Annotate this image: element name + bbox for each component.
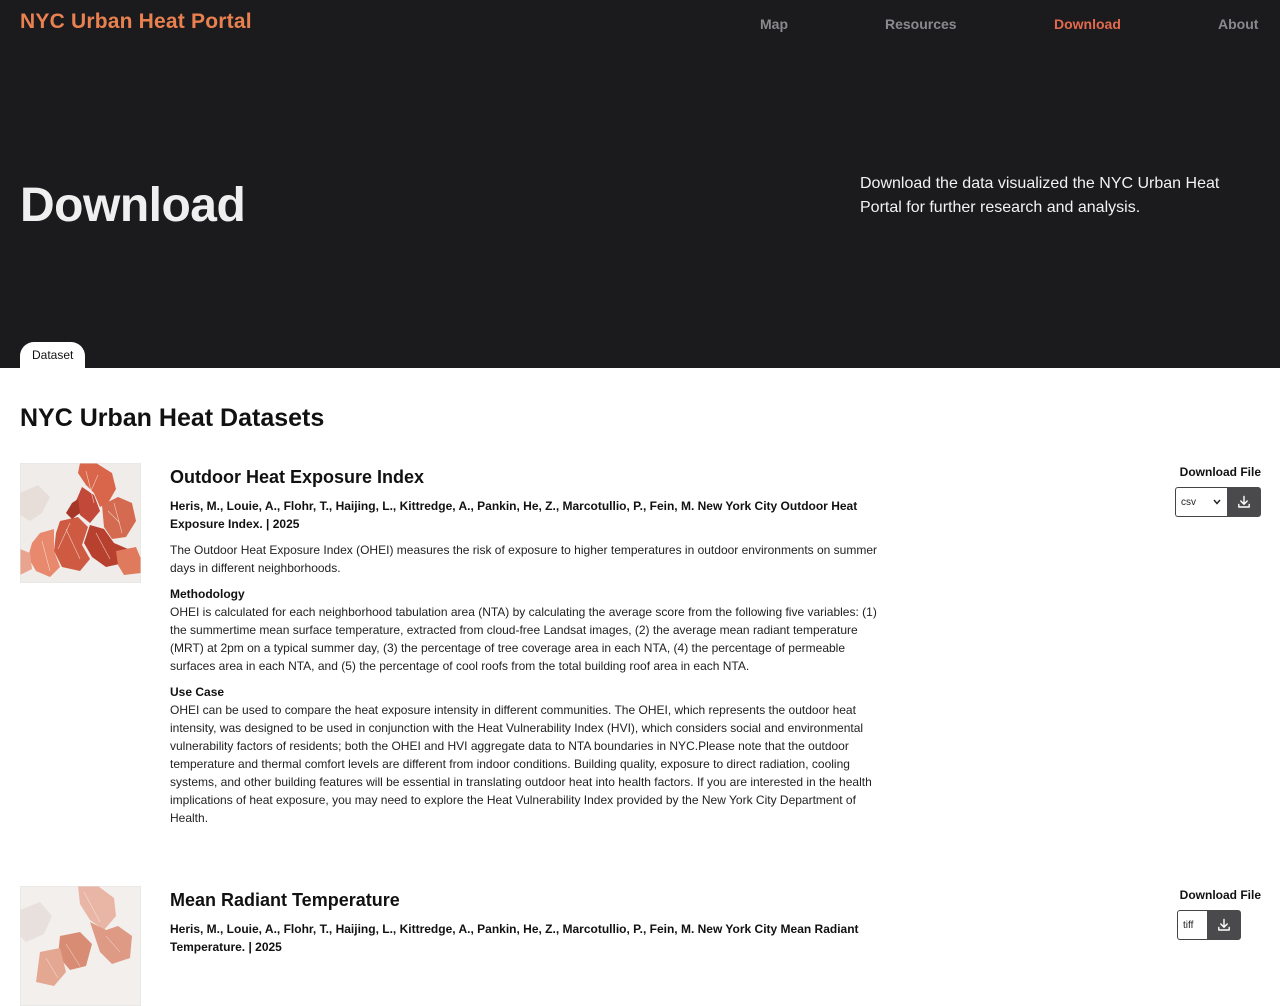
nav-about[interactable]: About [1218, 16, 1259, 32]
methodology-text: OHEI is calculated for each neighborhood tabulation area (NTA) by calculating the average score from the following five variables: (1) the summertime mean surface temperature, extracted from cloud-free Landsat images, (2) the average mean radiant temperature (MRT) at 2pm on a typical summer day, (3) the percentage of tree coverage area in each NTA, (4) the percentage of permeable surfaces area in each NTA, and (5) the percentage of cool roofs from the total building roof area in each NTA. [170, 605, 877, 673]
dataset-description: The Outdoor Heat Exposure Index (OHEI) measures the risk of exposure to higher temperatures in outdoor environments on summer days in different neighborhoods. [170, 543, 878, 575]
format-value: tiff [1183, 919, 1194, 931]
dataset-thumbnail-map [20, 463, 141, 583]
format-select[interactable] [1177, 910, 1207, 940]
chevron-down-icon [1213, 497, 1221, 507]
dataset-title: Mean Radiant Temperature [170, 890, 400, 910]
format-value: csv [1181, 496, 1196, 508]
nav-resources[interactable]: Resources [885, 16, 957, 32]
dataset-details [170, 886, 892, 956]
nav-download[interactable]: Download [1054, 16, 1121, 32]
page-description: Download the data visualized the NYC Urban Heat Portal for further research and analysis. [860, 175, 1220, 216]
brand-logo[interactable]: NYC Urban Heat Portal [20, 10, 252, 33]
nav-map[interactable]: Map [760, 16, 788, 32]
format-select[interactable] [1175, 487, 1227, 517]
methodology-heading: Methodology [170, 587, 245, 601]
download-button[interactable] [1207, 910, 1241, 940]
dataset-citation: Heris, M., Louie, A., Flohr, T., Haijing, L., Kittredge, A., Pankin, He, Z., Marcotullio, P., Fein, M. New York City Mean Radiant Temperature. | 2025 [170, 922, 859, 954]
hero-header [0, 0, 1280, 368]
dataset-citation: Heris, M., Louie, A., Flohr, T., Haijing, L., Kittredge, A., Pankin, He, Z., Marcotullio, P., Fein, M. New York City Outdoor Heat Exposure Index. | 2025 [170, 499, 858, 531]
tab-dataset[interactable]: Dataset [20, 342, 85, 368]
download-icon [1217, 918, 1231, 932]
dataset-thumbnail-map [20, 886, 141, 1006]
download-button[interactable] [1227, 487, 1261, 517]
download-file-label: Download File [1179, 465, 1261, 479]
use-case-heading: Use Case [170, 685, 225, 699]
dataset-title: Outdoor Heat Exposure Index [170, 467, 425, 487]
dataset-details [170, 463, 892, 827]
download-icon [1237, 495, 1251, 509]
page-title: Download [20, 179, 246, 232]
download-file-label: Download File [1179, 888, 1261, 902]
download-panel [1175, 465, 1261, 517]
download-panel [1177, 888, 1261, 940]
use-case-text: OHEI can be used to compare the heat exposure intensity in different communities. The OHEI, which represents the outdoor heat intensity, was designed to be used in conjunction with the Heat Vulnerability Index (HVI), which considers social and environmental vulnerability factors of residents; both the OHEI and HVI aggregate data to NTA boundaries in NYC.Please note that the outdoor temperature and thermal comfort levels are different from indoor conditions. Building quality, exposure to direct radiation, cooling systems, and other building features will be essential in translating outdoor heat into health factors. If you are interested in the health implications of heat exposure, you may need to explore the Heat Vulnerability Index provided by the New York City Department of Health. [170, 703, 872, 825]
section-title: NYC Urban Heat Datasets [20, 404, 325, 432]
